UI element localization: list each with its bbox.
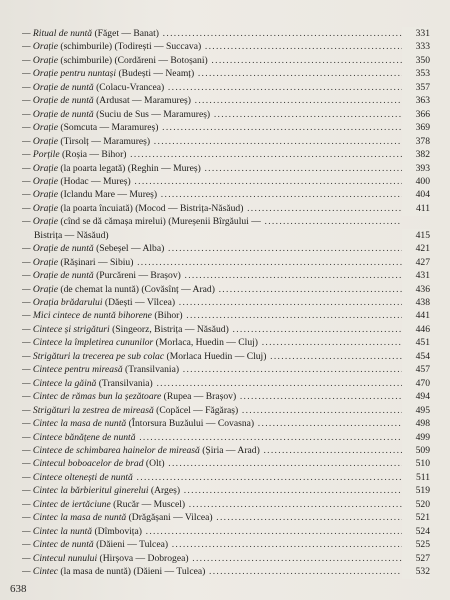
toc-entry-title [22, 256, 402, 270]
toc-entry-title [22, 471, 402, 485]
toc-entry-genre: — Cintec de rămas bun la șezătoare [22, 391, 162, 403]
toc-entry-page-number: 509 [402, 444, 430, 458]
toc-entry-page-number: 421 [402, 242, 430, 256]
toc-entry-genre: — Orație [22, 189, 58, 201]
toc-entry-page-number: 454 [402, 350, 430, 364]
toc-entry-location: (Drăgășani — Vilcea) [126, 512, 213, 524]
toc-entry-location: (Singeorz, Bistrița — Năsăud) [109, 323, 229, 335]
toc-entry-location: (Hirșova — Dobrogea) [97, 552, 189, 564]
toc-entry-genre: — Orație [22, 54, 58, 66]
toc-entry-location: (Suciu de Sus — Maramureș) [93, 108, 211, 120]
toc-entry [22, 444, 430, 458]
toc-entry-page-number: 511 [402, 471, 430, 485]
toc-entry-genre: — Orație [22, 202, 58, 214]
toc-entry-genre: — Orație [22, 175, 58, 187]
toc-entry [22, 552, 430, 566]
toc-entry-genre: — Orație [22, 216, 58, 228]
toc-entry [22, 148, 430, 162]
toc-entry-genre: — Mici cintece de nuntă bihorene [22, 310, 152, 322]
toc-entry [22, 162, 430, 176]
toc-entry [22, 242, 430, 256]
toc-entry-page-number: 519 [402, 484, 430, 498]
toc-entry-page-number: 494 [402, 390, 430, 404]
toc-entry-title [22, 135, 402, 149]
toc-entry-page-number: 525 [402, 538, 430, 552]
toc-entry-genre: — Orație [22, 135, 58, 147]
toc-entry-genre: — Orație [22, 162, 58, 174]
toc-entry-genre: — Strigături la zestrea de mireasă [22, 404, 154, 416]
toc-entry [22, 471, 430, 485]
page-number: 638 [10, 583, 27, 595]
toc-entry-page-number: 357 [402, 81, 430, 95]
toc-entry-title [22, 54, 402, 68]
toc-entry-title [22, 27, 402, 41]
toc-entry-genre: — Cintece oltenești de nuntă [22, 471, 133, 483]
toc-entry [22, 188, 430, 202]
toc-entry [22, 390, 430, 404]
toc-entry-title [22, 377, 402, 391]
toc-entry-genre: — Cintece și strigături [22, 323, 110, 335]
toc-entry [22, 215, 430, 229]
toc-entry [22, 511, 430, 525]
toc-entry-location: (la poarta încuiată) (Mocod — Bistrița-Năsăud) [57, 202, 244, 214]
toc-entry-genre: — Cintec de nuntă [22, 539, 94, 551]
toc-entry-location: (Întorsura Buzăului — Covasna) [126, 418, 255, 430]
toc-entry-title [22, 363, 402, 377]
toc-entry [22, 121, 430, 135]
toc-entry-title [22, 336, 402, 350]
toc-entry [22, 350, 430, 364]
toc-entry-genre: — Cintecul boboacelor de brad [22, 458, 144, 470]
toc-entry-genre: — Porțile [22, 149, 60, 161]
toc-entry [22, 484, 430, 498]
toc-entry-title [22, 444, 402, 458]
toc-entry-location: (Rupea — Brașov) [161, 391, 237, 403]
toc-entry-genre: — Orație de nuntă [22, 270, 94, 282]
toc-entry-genre: — Orație de nuntă [22, 108, 94, 120]
toc-entry-genre: — Cintec la masa de nuntă [22, 512, 127, 524]
toc-entry-page-number: 333 [402, 40, 430, 54]
toc-entry-location: Bistrița — Năsăud) [34, 229, 109, 241]
toc-entry-title [22, 565, 402, 579]
toc-entry-page-number: 415 [402, 229, 430, 243]
toc-entry [22, 404, 430, 418]
toc-entry-page-number: 366 [402, 108, 430, 122]
toc-entry-page-number: 400 [402, 175, 430, 189]
toc-entry-title [22, 108, 402, 122]
toc-entry-location: (Somcuta — Maramureș) [57, 122, 159, 134]
toc-entry [22, 40, 430, 54]
toc-entry-location: (Hodac — Mureș) [57, 175, 131, 187]
toc-entry-title [22, 67, 402, 81]
toc-entry [22, 377, 430, 391]
toc-entry-location: (Budești — Neamț) [116, 68, 195, 80]
toc-entry-page-number: 382 [402, 148, 430, 162]
toc-entry-title [22, 94, 402, 108]
toc-entry-page-number: 436 [402, 283, 430, 297]
toc-entry-page-number: 457 [402, 363, 430, 377]
toc-entry-location: (Dăești — Vîlcea) [102, 297, 176, 308]
toc-entry [22, 363, 430, 377]
toc-entry-title [22, 188, 402, 202]
toc-entry-title [22, 40, 402, 54]
toc-entry-genre: — Orație de nuntă [22, 243, 94, 255]
toc-entry-genre: — Cintece de schimbarea hainelor de mireasă [22, 444, 200, 456]
toc-entry-location: (schimburile) (Todirești — Succava) [57, 41, 202, 53]
toc-entry-title [22, 552, 402, 566]
toc-entry [22, 67, 430, 81]
toc-entry-page-number: 446 [402, 323, 430, 337]
toc-entry-title [22, 511, 402, 525]
toc-entry-genre: — Orație [22, 122, 58, 134]
toc-entry-genre: — Strigături la trecerea pe sub colac [22, 350, 165, 362]
toc-entry [22, 54, 430, 68]
toc-entry-title [22, 431, 402, 445]
toc-entry-location: (Transilvania) [96, 377, 153, 389]
toc-entry-location: (Dîmbovița) [92, 525, 142, 537]
toc-entry [22, 565, 430, 579]
toc-entry [22, 336, 430, 350]
toc-entry-title [22, 538, 402, 552]
toc-entry-page-number: 524 [402, 525, 430, 539]
toc-entry-title [22, 457, 402, 471]
toc-entry-title [34, 229, 414, 243]
toc-entry-location: (la poarta legată) (Reghin — Mureș) [57, 162, 201, 174]
toc-entry-title [22, 484, 402, 498]
toc-entry [22, 269, 430, 283]
toc-entry-genre: — Cintec la bărbieritul ginerelui [22, 485, 149, 497]
toc-entry-page-number: 431 [402, 269, 430, 283]
toc-entry-title [22, 390, 402, 404]
toc-entry-page-number: 378 [402, 135, 430, 149]
toc-entry-page-number: 411 [402, 202, 430, 216]
toc-entry-title [22, 404, 402, 418]
toc-entry-genre: — Cintece la împletirea cununilor [22, 337, 154, 349]
toc-entry-location: (Bihor) [151, 310, 183, 322]
toc-entry-title [22, 81, 402, 95]
toc-entry-location: (la masa de nuntă) (Dăieni — Tulcea) [57, 566, 206, 577]
toc-entry [22, 498, 430, 512]
toc-entry-location: (Morlaca Huedin — Cluj) [164, 350, 267, 362]
toc-entry-title [22, 296, 402, 310]
toc-entry-location: (Șiria — Arad) [199, 444, 260, 456]
toc-entry-location: (Roșia — Bihor) [59, 149, 127, 161]
toc-entry-page-number: 470 [402, 377, 430, 391]
toc-entry-genre: — Cintecul nunului [22, 552, 98, 564]
toc-entry [22, 229, 430, 243]
toc-entry [22, 202, 430, 216]
toc-entry [22, 27, 430, 41]
toc-entry [22, 431, 430, 445]
toc-entry-location: (Transilvania) [122, 364, 180, 376]
toc-entry-page-number: 369 [402, 121, 430, 135]
toc-entry-genre: — Orație [22, 41, 58, 53]
toc-entry-page-number: 350 [402, 54, 430, 68]
toc-entry-page-number: 404 [402, 188, 430, 202]
toc-entry-title [22, 148, 402, 162]
toc-entry-genre: — Cintec de iertăciune [22, 498, 111, 510]
toc-entry-genre: — Cintece bănățene de nuntă [22, 431, 136, 443]
toc-entry-location: (Olt) [143, 458, 165, 470]
toc-entry-title [22, 215, 402, 229]
toc-entry-location: (Tirsolț — Maramureș) [57, 135, 151, 147]
toc-entry-page-number: 495 [402, 404, 430, 418]
toc-entry [22, 323, 430, 337]
toc-entry-page-number: 441 [402, 309, 430, 323]
toc-entry-page-number: 451 [402, 336, 430, 350]
toc-entry-genre: — Orație [22, 256, 58, 268]
toc-entry-page-number: 353 [402, 67, 430, 81]
toc-entry-title [22, 202, 402, 216]
toc-entry [22, 457, 430, 471]
toc-entry-location: (Copăcel — Făgăraș) [153, 404, 239, 416]
toc-entry-page-number: 331 [402, 27, 430, 41]
toc-entry-genre: — Cintec la nuntă [22, 525, 93, 537]
toc-entry-genre: — Cintece la găină [22, 377, 97, 389]
toc-entry-page-number: 363 [402, 94, 430, 108]
toc-entry-location: (Purcăreni — Brașov) [93, 270, 181, 282]
toc-entry-genre: — Orație de nuntă [22, 95, 94, 107]
toc-entry-location: (Morlaca, Huedin — Cluj) [153, 337, 258, 349]
toc-entry-page-number: 510 [402, 457, 430, 471]
toc-entry-page-number: 527 [402, 552, 430, 566]
toc-entry [22, 525, 430, 539]
toc-entry [22, 417, 430, 431]
toc-entry-location: (Rășinari — Sibiu) [57, 256, 134, 268]
toc-entry-title [22, 242, 402, 256]
toc-entry-page-number: 427 [402, 256, 430, 270]
toc-entry-genre: — Cintec la masa de nuntă [22, 418, 127, 430]
toc-entry [22, 108, 430, 122]
toc-entry-page-number: 520 [402, 498, 430, 512]
toc-entry-page-number: 532 [402, 565, 430, 579]
toc-entry-location: (cînd se dă cămașa mirelui) (Mureșenii Bîrgăului — [57, 216, 261, 228]
toc-entry-genre: — Orație pentru nuntași [22, 68, 117, 80]
toc-entry [22, 81, 430, 95]
toc-entry-location: (Dăieni — Tulcea) [93, 539, 169, 551]
toc-entry-title [22, 417, 402, 431]
toc-entry-location: (de chemat la nuntă) (Covăsînț — Arad) [57, 283, 215, 295]
toc-entry-page-number: 498 [402, 417, 430, 431]
toc-entry-page-number: 438 [402, 296, 430, 310]
toc-entry-page-number: 393 [402, 162, 430, 176]
toc-entry [22, 538, 430, 552]
toc-entry-genre: — Cintece pentru mireasă [22, 364, 123, 376]
toc-entry-title [22, 175, 402, 189]
toc-entry-title [22, 283, 402, 297]
toc-entry-location: (Iclandu Mare — Mureș) [57, 189, 158, 201]
toc-entry [22, 296, 430, 310]
toc-entry-genre: — Ritual de nuntă [22, 28, 93, 39]
toc-entry-title [22, 269, 402, 283]
toc-entry-location: (Rucăr — Muscel) [110, 498, 186, 510]
toc-entry-location: (Ardusat — Maramureș) [93, 95, 191, 107]
toc-entry-title [22, 350, 402, 364]
toc-entry-location: (Colacu-Vrancea) [93, 81, 165, 93]
toc-entry-genre: — Orația brădarului [22, 297, 103, 308]
toc-entry-title [22, 309, 402, 323]
toc-entry [22, 283, 430, 297]
toc-entry-location: (Sebeșel — Alba) [93, 243, 165, 255]
toc-entry-location: (Argeș) [148, 485, 181, 497]
toc-entry [22, 309, 430, 323]
toc-entry-genre: — Orație de nuntă [22, 81, 94, 93]
toc-entry-title [22, 498, 402, 512]
toc-entry-genre: — Orație [22, 283, 58, 295]
toc-entry-title [22, 323, 402, 337]
toc-entry-page-number: 499 [402, 431, 430, 445]
toc-entry [22, 94, 430, 108]
toc-entry-page-number: 521 [402, 511, 430, 525]
toc-entry-location: (schimburile) (Cordăreni — Botoșani) [57, 54, 208, 66]
toc-entry [22, 175, 430, 189]
toc-entry-location: (Făget — Banat) [92, 28, 159, 39]
toc-entry-title [22, 121, 402, 135]
toc-entry [22, 135, 430, 149]
toc-entry-genre: — Cintec [22, 566, 58, 577]
toc-entry [22, 256, 430, 270]
toc-entry-title [22, 162, 402, 176]
toc-entry-title [22, 525, 402, 539]
